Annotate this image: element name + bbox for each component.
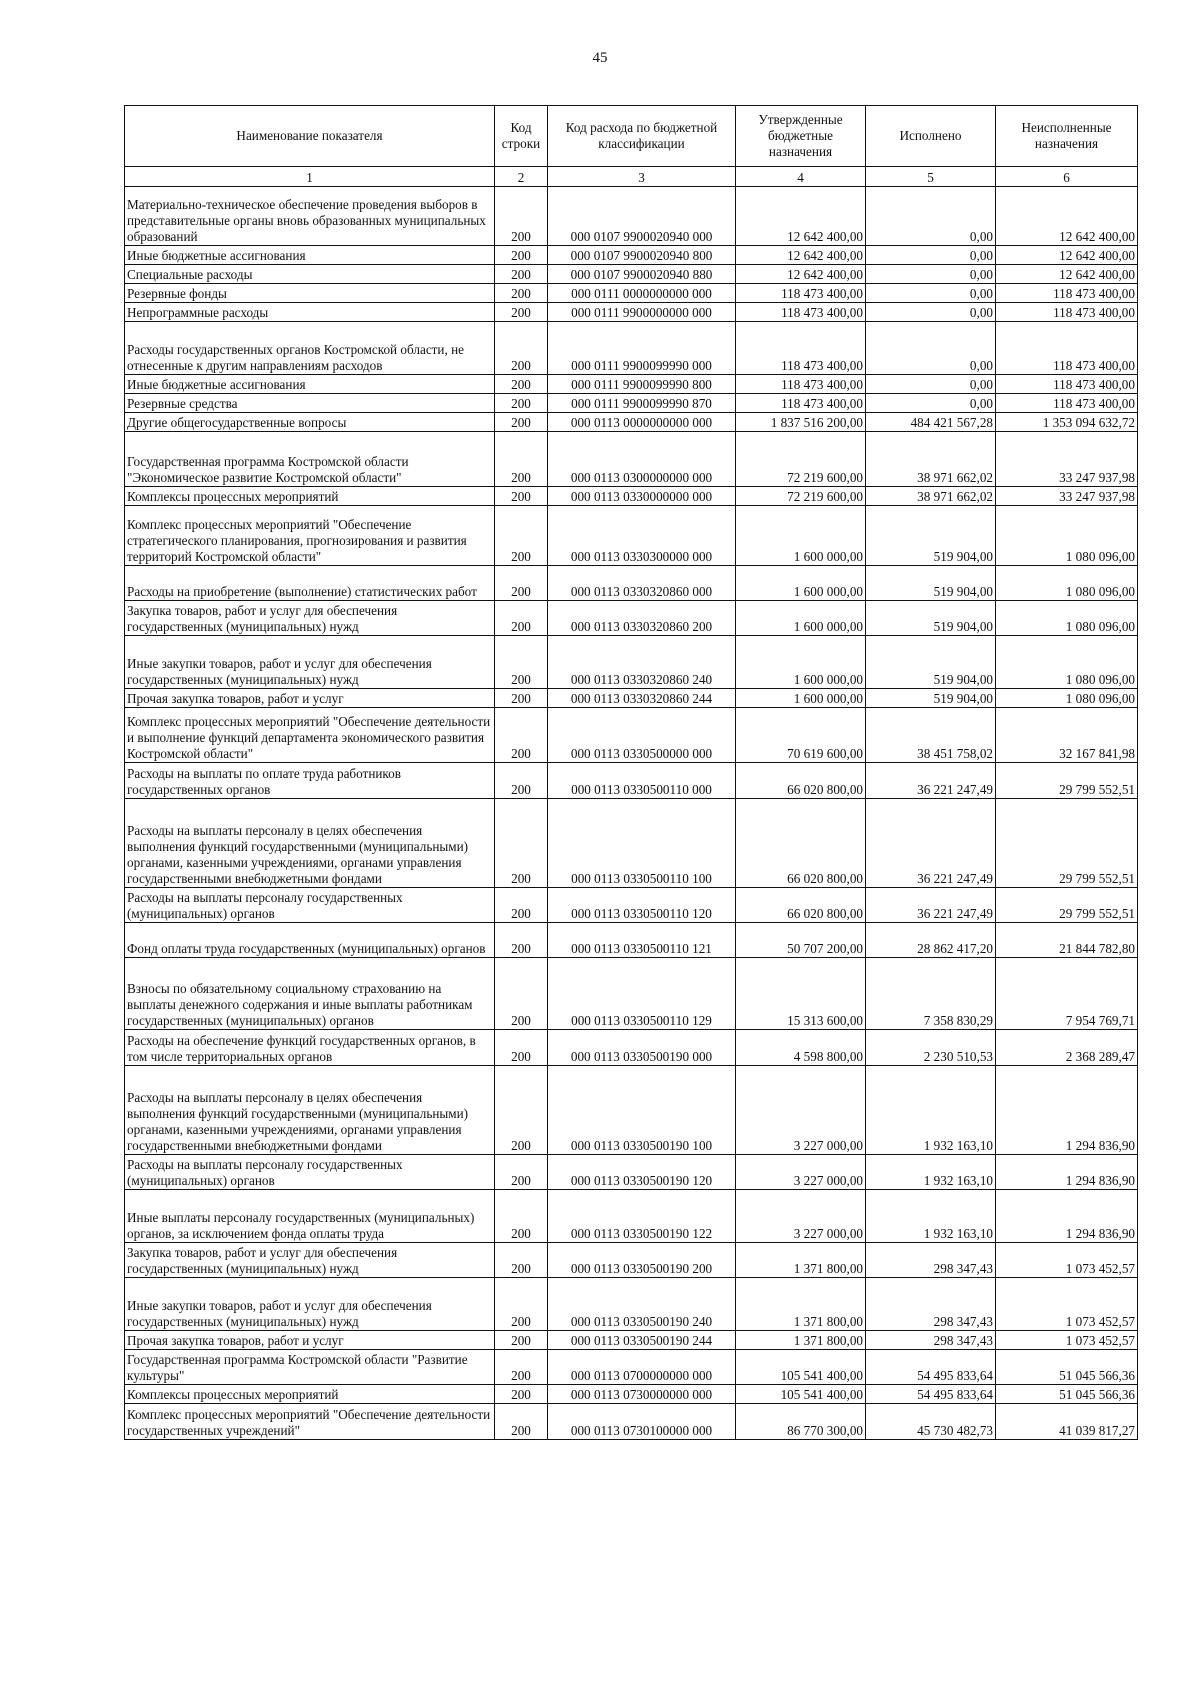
column-number-row	[125, 167, 1138, 187]
row-unexecuted: 1 080 096,00	[996, 636, 1138, 689]
row-unexecuted: 1 073 452,57	[996, 1331, 1138, 1350]
row-name: Иные выплаты персоналу государственных (муниципальных) органов, за исключением фонда оплаты труда	[125, 1190, 495, 1243]
row-budget-code: 000 0111 0000000000 000	[548, 284, 736, 303]
table-row	[125, 1243, 1138, 1278]
table-row	[125, 1155, 1138, 1190]
row-budget-code: 000 0113 0330500110 100	[548, 799, 736, 888]
row-approved: 66 020 800,00	[736, 799, 866, 888]
row-line-code: 200	[495, 1385, 548, 1404]
row-budget-code: 000 0111 9900099990 000	[548, 322, 736, 375]
row-name: Специальные расходы	[125, 265, 495, 284]
row-line-code: 200	[495, 246, 548, 265]
row-executed: 0,00	[866, 284, 996, 303]
row-executed: 36 221 247,49	[866, 888, 996, 923]
table-row	[125, 394, 1138, 413]
table-row	[125, 1066, 1138, 1155]
row-line-code: 200	[495, 394, 548, 413]
row-budget-code: 000 0113 0730000000 000	[548, 1385, 736, 1404]
row-budget-code: 000 0107 9900020940 880	[548, 265, 736, 284]
row-executed: 0,00	[866, 322, 996, 375]
row-name: Комплексы процессных мероприятий	[125, 1385, 495, 1404]
table-row	[125, 958, 1138, 1030]
header-line-code: Код строки	[495, 106, 548, 167]
row-line-code: 200	[495, 708, 548, 763]
row-unexecuted: 2 368 289,47	[996, 1030, 1138, 1066]
row-name: Прочая закупка товаров, работ и услуг	[125, 1331, 495, 1350]
row-name: Непрограммные расходы	[125, 303, 495, 322]
table-row	[125, 636, 1138, 689]
row-line-code: 200	[495, 1278, 548, 1331]
table-row	[125, 187, 1138, 246]
row-line-code: 200	[495, 689, 548, 708]
table-row	[125, 1404, 1138, 1440]
column-number: 2	[495, 167, 548, 187]
row-line-code: 200	[495, 1331, 548, 1350]
row-name: Расходы на приобретение (выполнение) статистических работ	[125, 566, 495, 601]
table-row	[125, 601, 1138, 636]
row-budget-code: 000 0111 9900099990 800	[548, 375, 736, 394]
row-unexecuted: 118 473 400,00	[996, 284, 1138, 303]
row-budget-code: 000 0113 0330320860 200	[548, 601, 736, 636]
row-budget-code: 000 0113 0330500190 120	[548, 1155, 736, 1190]
row-budget-code: 000 0113 0330500190 100	[548, 1066, 736, 1155]
row-budget-code: 000 0113 0330500190 000	[548, 1030, 736, 1066]
row-unexecuted: 12 642 400,00	[996, 187, 1138, 246]
row-name: Закупка товаров, работ и услуг для обеспечения государственных (муниципальных) нужд	[125, 601, 495, 636]
header-approved: Утвержденные бюджетные назначения	[736, 106, 866, 167]
row-approved: 1 600 000,00	[736, 601, 866, 636]
table-row	[125, 246, 1138, 265]
row-line-code: 200	[495, 1155, 548, 1190]
row-budget-code: 000 0111 9900000000 000	[548, 303, 736, 322]
row-approved: 72 219 600,00	[736, 432, 866, 487]
row-approved: 66 020 800,00	[736, 763, 866, 799]
row-line-code: 200	[495, 265, 548, 284]
row-executed: 484 421 567,28	[866, 413, 996, 432]
row-name: Иные бюджетные ассигнования	[125, 246, 495, 265]
table-row	[125, 888, 1138, 923]
row-unexecuted: 7 954 769,71	[996, 958, 1138, 1030]
row-executed: 1 932 163,10	[866, 1066, 996, 1155]
row-budget-code: 000 0107 9900020940 000	[548, 187, 736, 246]
row-line-code: 200	[495, 322, 548, 375]
row-line-code: 200	[495, 763, 548, 799]
row-approved: 66 020 800,00	[736, 888, 866, 923]
row-line-code: 200	[495, 413, 548, 432]
row-unexecuted: 12 642 400,00	[996, 246, 1138, 265]
row-unexecuted: 118 473 400,00	[996, 394, 1138, 413]
row-budget-code: 000 0107 9900020940 800	[548, 246, 736, 265]
row-line-code: 200	[495, 888, 548, 923]
row-unexecuted: 1 073 452,57	[996, 1243, 1138, 1278]
row-approved: 1 837 516 200,00	[736, 413, 866, 432]
table-row	[125, 284, 1138, 303]
row-budget-code: 000 0113 0330300000 000	[548, 506, 736, 566]
row-line-code: 200	[495, 566, 548, 601]
row-approved: 12 642 400,00	[736, 187, 866, 246]
row-line-code: 200	[495, 958, 548, 1030]
row-unexecuted: 1 294 836,90	[996, 1155, 1138, 1190]
row-name: Государственная программа Костромской области "Экономическое развитие Костромской области"	[125, 432, 495, 487]
table-row	[125, 1190, 1138, 1243]
row-line-code: 200	[495, 636, 548, 689]
row-approved: 1 600 000,00	[736, 689, 866, 708]
row-approved: 1 600 000,00	[736, 566, 866, 601]
row-budget-code: 000 0113 0330320860 000	[548, 566, 736, 601]
row-unexecuted: 118 473 400,00	[996, 322, 1138, 375]
row-name: Расходы на обеспечение функций государственных органов, в том числе территориальных органов	[125, 1030, 495, 1066]
row-unexecuted: 1 080 096,00	[996, 506, 1138, 566]
row-approved: 12 642 400,00	[736, 265, 866, 284]
row-budget-code: 000 0113 0330000000 000	[548, 487, 736, 506]
column-number: 5	[866, 167, 996, 187]
row-name: Иные закупки товаров, работ и услуг для обеспечения государственных (муниципальных) нужд	[125, 1278, 495, 1331]
row-unexecuted: 33 247 937,98	[996, 432, 1138, 487]
row-name: Материально-техническое обеспечение проведения выборов в представительные органы вновь образованных муниципальных образований	[125, 187, 495, 246]
row-line-code: 200	[495, 375, 548, 394]
row-budget-code: 000 0113 0330320860 240	[548, 636, 736, 689]
row-unexecuted: 41 039 817,27	[996, 1404, 1138, 1440]
row-line-code: 200	[495, 284, 548, 303]
row-unexecuted: 29 799 552,51	[996, 888, 1138, 923]
table-row	[125, 1385, 1138, 1404]
row-unexecuted: 12 642 400,00	[996, 265, 1138, 284]
row-name: Расходы государственных органов Костромской области, не отнесенные к другим направлениям расходов	[125, 322, 495, 375]
row-unexecuted: 1 080 096,00	[996, 689, 1138, 708]
row-executed: 38 971 662,02	[866, 432, 996, 487]
row-approved: 12 642 400,00	[736, 246, 866, 265]
row-executed: 36 221 247,49	[866, 799, 996, 888]
row-executed: 1 932 163,10	[866, 1190, 996, 1243]
row-executed: 54 495 833,64	[866, 1385, 996, 1404]
row-budget-code: 000 0113 0330500190 200	[548, 1243, 736, 1278]
page-number: 45	[592, 50, 608, 66]
row-unexecuted: 21 844 782,80	[996, 923, 1138, 958]
row-approved: 118 473 400,00	[736, 375, 866, 394]
row-name: Взносы по обязательному социальному страхованию на выплаты денежного содержания и иные выплаты работникам государственных (муниципальных) органов	[125, 958, 495, 1030]
row-unexecuted: 33 247 937,98	[996, 487, 1138, 506]
row-executed: 0,00	[866, 303, 996, 322]
row-budget-code: 000 0113 0330500110 129	[548, 958, 736, 1030]
row-name: Комплекс процессных мероприятий "Обеспечение стратегического планирования, прогнозирования и развития территорий Костромской области"	[125, 506, 495, 566]
row-line-code: 200	[495, 1404, 548, 1440]
row-budget-code: 000 0113 0330500190 244	[548, 1331, 736, 1350]
row-unexecuted: 118 473 400,00	[996, 303, 1138, 322]
row-executed: 519 904,00	[866, 636, 996, 689]
row-line-code: 200	[495, 601, 548, 636]
row-name: Закупка товаров, работ и услуг для обеспечения государственных (муниципальных) нужд	[125, 1243, 495, 1278]
row-line-code: 200	[495, 1190, 548, 1243]
table-row	[125, 1331, 1138, 1350]
row-approved: 3 227 000,00	[736, 1155, 866, 1190]
row-unexecuted: 32 167 841,98	[996, 708, 1138, 763]
row-unexecuted: 29 799 552,51	[996, 763, 1138, 799]
row-approved: 15 313 600,00	[736, 958, 866, 1030]
row-line-code: 200	[495, 799, 548, 888]
column-number: 4	[736, 167, 866, 187]
row-approved: 118 473 400,00	[736, 284, 866, 303]
table-row	[125, 923, 1138, 958]
table-header-row	[125, 106, 1138, 167]
row-budget-code: 000 0113 0330500190 240	[548, 1278, 736, 1331]
row-budget-code: 000 0113 0000000000 000	[548, 413, 736, 432]
row-name: Расходы на выплаты персоналу в целях обеспечения выполнения функций государственными (муниципальными) органами, казенными учреждениями, органами управления государственными внебюджетными фондами	[125, 1066, 495, 1155]
row-name: Расходы на выплаты по оплате труда работников государственных органов	[125, 763, 495, 799]
row-unexecuted: 1 080 096,00	[996, 566, 1138, 601]
row-line-code: 200	[495, 1243, 548, 1278]
column-number: 3	[548, 167, 736, 187]
row-executed: 519 904,00	[866, 566, 996, 601]
table-row	[125, 1030, 1138, 1066]
row-approved: 50 707 200,00	[736, 923, 866, 958]
row-approved: 4 598 800,00	[736, 1030, 866, 1066]
table-row	[125, 566, 1138, 601]
row-executed: 519 904,00	[866, 506, 996, 566]
row-executed: 54 495 833,64	[866, 1350, 996, 1385]
row-line-code: 200	[495, 487, 548, 506]
row-budget-code: 000 0113 0330500190 122	[548, 1190, 736, 1243]
row-budget-code: 000 0113 0700000000 000	[548, 1350, 736, 1385]
row-line-code: 200	[495, 432, 548, 487]
row-unexecuted: 1 294 836,90	[996, 1190, 1138, 1243]
row-executed: 0,00	[866, 394, 996, 413]
row-approved: 118 473 400,00	[736, 394, 866, 413]
row-executed: 0,00	[866, 265, 996, 284]
table-row	[125, 763, 1138, 799]
row-name: Иные закупки товаров, работ и услуг для обеспечения государственных (муниципальных) нужд	[125, 636, 495, 689]
table-row	[125, 432, 1138, 487]
row-name: Комплекс процессных мероприятий "Обеспечение деятельности и выполнение функций департамента экономического развития Костромской области"	[125, 708, 495, 763]
row-budget-code: 000 0113 0300000000 000	[548, 432, 736, 487]
row-approved: 118 473 400,00	[736, 303, 866, 322]
table-row	[125, 689, 1138, 708]
row-executed: 28 862 417,20	[866, 923, 996, 958]
row-line-code: 200	[495, 506, 548, 566]
row-name: Государственная программа Костромской области "Развитие культуры"	[125, 1350, 495, 1385]
row-name: Комплексы процессных мероприятий	[125, 487, 495, 506]
row-executed: 0,00	[866, 187, 996, 246]
header-budget-code: Код расхода по бюджетной классификации	[548, 106, 736, 167]
row-approved: 1 371 800,00	[736, 1278, 866, 1331]
table-row	[125, 799, 1138, 888]
row-name: Фонд оплаты труда государственных (муниципальных) органов	[125, 923, 495, 958]
header-unexecuted: Неисполненные назначения	[996, 106, 1138, 167]
row-executed: 2 230 510,53	[866, 1030, 996, 1066]
row-line-code: 200	[495, 923, 548, 958]
row-name: Комплекс процессных мероприятий "Обеспечение деятельности государственных учреждений"	[125, 1404, 495, 1440]
row-executed: 0,00	[866, 246, 996, 265]
row-executed: 0,00	[866, 375, 996, 394]
row-executed: 519 904,00	[866, 689, 996, 708]
row-unexecuted: 51 045 566,36	[996, 1385, 1138, 1404]
row-line-code: 200	[495, 187, 548, 246]
row-line-code: 200	[495, 303, 548, 322]
row-executed: 38 451 758,02	[866, 708, 996, 763]
budget-execution-table	[124, 105, 1138, 1440]
row-approved: 105 541 400,00	[736, 1385, 866, 1404]
table-row	[125, 708, 1138, 763]
row-budget-code: 000 0113 0330500110 000	[548, 763, 736, 799]
table-row	[125, 375, 1138, 394]
row-unexecuted: 118 473 400,00	[996, 375, 1138, 394]
row-name: Расходы на выплаты персоналу государственных (муниципальных) органов	[125, 888, 495, 923]
table-row	[125, 413, 1138, 432]
table-row	[125, 487, 1138, 506]
row-name: Иные бюджетные ассигнования	[125, 375, 495, 394]
row-executed: 519 904,00	[866, 601, 996, 636]
row-budget-code: 000 0113 0330500110 121	[548, 923, 736, 958]
row-line-code: 200	[495, 1030, 548, 1066]
row-budget-code: 000 0113 0330500000 000	[548, 708, 736, 763]
row-executed: 38 971 662,02	[866, 487, 996, 506]
table-row	[125, 265, 1138, 284]
row-name: Резервные средства	[125, 394, 495, 413]
table-row	[125, 322, 1138, 375]
row-approved: 1 600 000,00	[736, 636, 866, 689]
row-budget-code: 000 0113 0330500110 120	[548, 888, 736, 923]
row-executed: 36 221 247,49	[866, 763, 996, 799]
row-name: Расходы на выплаты персоналу государственных (муниципальных) органов	[125, 1155, 495, 1190]
column-number: 6	[996, 167, 1138, 187]
table-body	[125, 187, 1138, 1440]
row-executed: 298 347,43	[866, 1278, 996, 1331]
row-unexecuted: 1 353 094 632,72	[996, 413, 1138, 432]
table-row	[125, 1278, 1138, 1331]
row-name: Прочая закупка товаров, работ и услуг	[125, 689, 495, 708]
row-approved: 105 541 400,00	[736, 1350, 866, 1385]
row-executed: 45 730 482,73	[866, 1404, 996, 1440]
row-approved: 118 473 400,00	[736, 322, 866, 375]
row-name: Другие общегосударственные вопросы	[125, 413, 495, 432]
header-name: Наименование показателя	[125, 106, 495, 167]
row-executed: 298 347,43	[866, 1243, 996, 1278]
row-line-code: 200	[495, 1066, 548, 1155]
row-approved: 3 227 000,00	[736, 1190, 866, 1243]
table-row	[125, 506, 1138, 566]
row-executed: 1 932 163,10	[866, 1155, 996, 1190]
row-name: Расходы на выплаты персоналу в целях обеспечения выполнения функций государственными (муниципальными) органами, казенными учреждениями, органами управления государственными внебюджетными фондами	[125, 799, 495, 888]
row-unexecuted: 29 799 552,51	[996, 799, 1138, 888]
header-executed: Исполнено	[866, 106, 996, 167]
table-row	[125, 303, 1138, 322]
row-unexecuted: 1 294 836,90	[996, 1066, 1138, 1155]
row-approved: 3 227 000,00	[736, 1066, 866, 1155]
row-budget-code: 000 0113 0730100000 000	[548, 1404, 736, 1440]
row-approved: 1 371 800,00	[736, 1243, 866, 1278]
row-executed: 298 347,43	[866, 1331, 996, 1350]
row-line-code: 200	[495, 1350, 548, 1385]
row-unexecuted: 51 045 566,36	[996, 1350, 1138, 1385]
table-row	[125, 1350, 1138, 1385]
row-approved: 86 770 300,00	[736, 1404, 866, 1440]
column-number: 1	[125, 167, 495, 187]
row-executed: 7 358 830,29	[866, 958, 996, 1030]
row-unexecuted: 1 073 452,57	[996, 1278, 1138, 1331]
row-name: Резервные фонды	[125, 284, 495, 303]
row-unexecuted: 1 080 096,00	[996, 601, 1138, 636]
row-budget-code: 000 0113 0330320860 244	[548, 689, 736, 708]
row-approved: 70 619 600,00	[736, 708, 866, 763]
row-approved: 1 371 800,00	[736, 1331, 866, 1350]
row-approved: 72 219 600,00	[736, 487, 866, 506]
row-budget-code: 000 0111 9900099990 870	[548, 394, 736, 413]
row-approved: 1 600 000,00	[736, 506, 866, 566]
